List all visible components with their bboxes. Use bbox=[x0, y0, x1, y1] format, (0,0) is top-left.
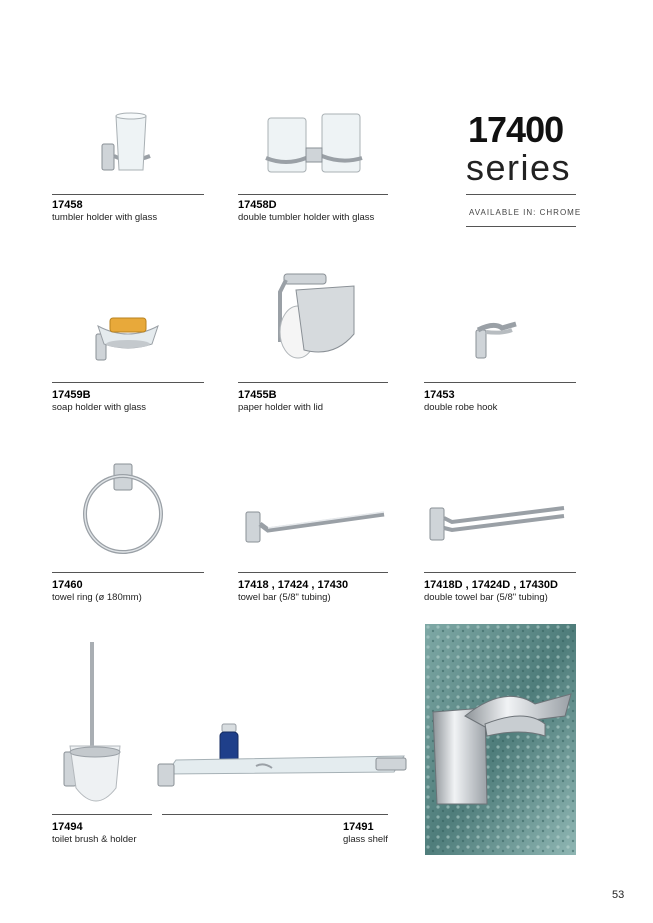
product-divider bbox=[238, 572, 388, 573]
paper-holder-image bbox=[274, 272, 358, 362]
product-description: towel ring (ø 180mm) bbox=[52, 592, 142, 603]
product-divider bbox=[238, 194, 388, 195]
product-description: glass shelf bbox=[343, 834, 388, 845]
product-divider bbox=[238, 382, 388, 383]
tumbler-holder-image bbox=[100, 112, 160, 177]
product-code: 17491 bbox=[343, 821, 374, 833]
product-description: double towel bar (5/8" tubing) bbox=[424, 592, 548, 603]
product-code: 17418D , 17424D , 17430D bbox=[424, 579, 558, 591]
double-tumbler-holder-image bbox=[266, 112, 362, 178]
product-divider bbox=[424, 572, 576, 573]
product-description: soap holder with glass bbox=[52, 402, 146, 413]
double-towel-bar-image bbox=[428, 500, 566, 546]
glass-shelf-image bbox=[156, 722, 410, 792]
availability-note: AVAILABLE IN: CHROME bbox=[469, 208, 582, 217]
product-code: 17494 bbox=[52, 821, 83, 833]
product-code: 17418 , 17424 , 17430 bbox=[238, 579, 349, 591]
product-description: double tumbler holder with glass bbox=[238, 212, 375, 223]
series-number: 17400 bbox=[468, 109, 564, 150]
product-code: 17453 bbox=[424, 389, 455, 401]
soap-holder-image bbox=[94, 316, 162, 362]
product-divider bbox=[162, 814, 388, 815]
toilet-brush-image bbox=[62, 642, 126, 814]
product-description: towel bar (5/8" tubing) bbox=[238, 592, 331, 603]
series-title: series bbox=[466, 147, 572, 188]
product-description: toilet brush & holder bbox=[52, 834, 137, 845]
towel-bar-image bbox=[244, 504, 386, 546]
product-code: 17460 bbox=[52, 579, 83, 591]
product-code: 17458 bbox=[52, 199, 83, 211]
product-code: 17459B bbox=[52, 389, 91, 401]
product-divider bbox=[424, 382, 576, 383]
product-code: 17455B bbox=[238, 389, 277, 401]
product-description: tumbler holder with glass bbox=[52, 212, 158, 223]
towel-ring-image bbox=[82, 462, 168, 558]
double-robe-hook-image bbox=[472, 320, 520, 360]
product-code: 17458D bbox=[238, 199, 277, 211]
series-divider-bottom bbox=[466, 226, 576, 227]
product-divider bbox=[52, 814, 152, 815]
series-divider-top bbox=[466, 194, 576, 195]
product-description: paper holder with lid bbox=[238, 402, 324, 413]
product-description: double robe hook bbox=[424, 402, 498, 413]
product-divider bbox=[52, 382, 204, 383]
robe-hook-lifestyle-photo bbox=[425, 624, 576, 855]
page-number: 53 bbox=[612, 889, 625, 901]
product-divider bbox=[52, 194, 204, 195]
product-divider bbox=[52, 572, 204, 573]
